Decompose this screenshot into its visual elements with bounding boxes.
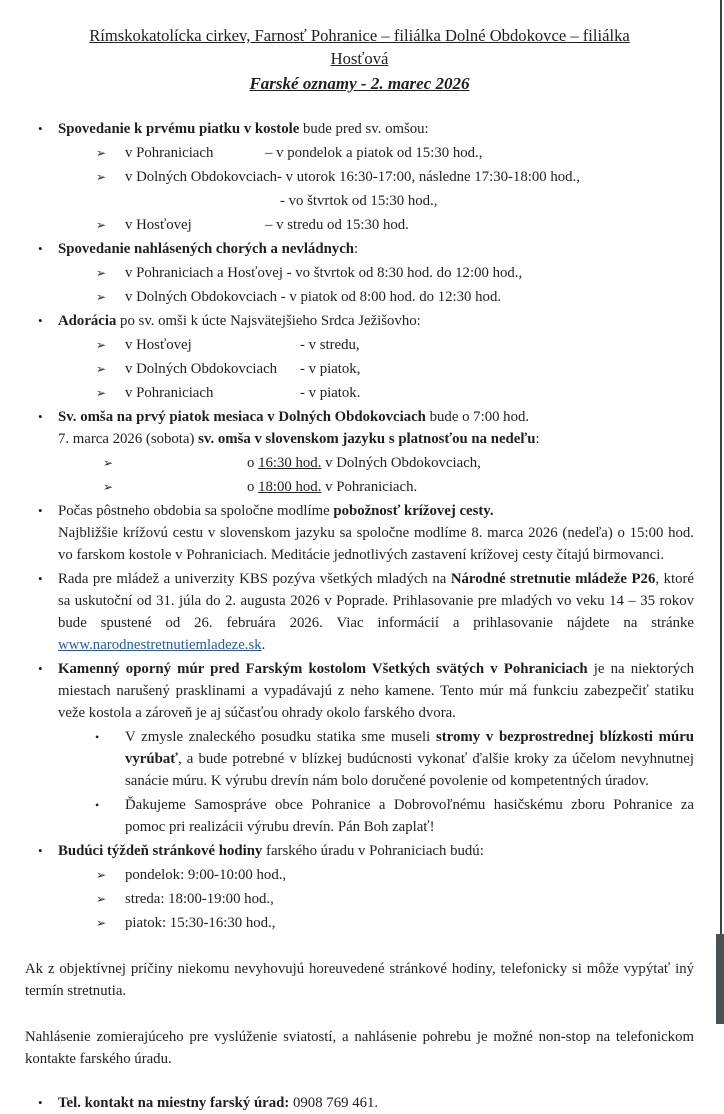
adoration-item-obdokovce (25, 358, 694, 380)
place-suffix: v Pohraniciach. (321, 479, 418, 495)
paragraph-emergency-contact: Nahlásenie zomierajúceho pre vyslúženie sviatostí, a nahlásenie pohrebu je možné non-stop na telefonickom kontakte farského úradu. (25, 1029, 694, 1067)
bullet-icon: • (38, 661, 43, 676)
trees-pre: V zmysle znaleckého posudku statika sme museli (125, 729, 436, 745)
bullet-icon: • (38, 1095, 43, 1110)
confession-heading: Spovedanie k prvému piatku v kostole (58, 121, 300, 137)
time-prefix: o (247, 455, 259, 471)
arrow-icon: ➢ (96, 266, 107, 280)
sick-heading-rest: : (354, 241, 359, 257)
announcement-text (58, 500, 694, 566)
youth-pre: Rada pre mládež a univerzity KBS pozýva všetkých mladých na (58, 571, 451, 587)
wall-sub-item-thanks (25, 794, 694, 838)
office-hours-heading: Budúci týždeň stránkové hodiny (58, 843, 263, 859)
sick-heading: Spovedanie nahlásených chorých a nevládnych (58, 241, 354, 257)
confession-item-continuation (25, 190, 694, 212)
office-hours-monday (25, 864, 694, 886)
slovak-mass-item-1 (25, 452, 694, 474)
announcement-text (58, 310, 694, 332)
announcement-text (58, 658, 694, 724)
youth-body: , ktoré sa uskutoční od 31. júla do 2. augusta 2026 v Poprade. Prihlasovanie pre mladých vo veku 14 – 35 rokov bude spustené od 26. februára 2026. Viac informácií a prihlasovanie nájdete na stránke (58, 571, 694, 631)
announcement-text (58, 118, 694, 140)
first-friday-line-1 (58, 406, 694, 428)
confession-item-hostova (25, 214, 694, 236)
adoration-item-text (125, 334, 694, 356)
office-hours-rest: farského úradu v Pohraniciach budú: (262, 843, 484, 859)
arrow-icon: ➢ (96, 170, 107, 184)
arrow-icon: ➢ (96, 146, 107, 160)
mass-time: 16:30 hod. (258, 455, 322, 471)
confession-item-text (125, 166, 694, 188)
sick-item-1 (25, 262, 694, 284)
arrow-icon: ➢ (96, 290, 107, 304)
wall-sub-text (125, 726, 694, 792)
announcement-text (58, 406, 694, 450)
announcement-first-friday (25, 406, 694, 450)
announcement-youth-meeting (25, 568, 694, 656)
day-detail: - v piatok, (300, 361, 361, 377)
adoration-heading: Adorácia (58, 313, 117, 329)
arrow-icon: ➢ (103, 456, 114, 470)
sick-item-2 (25, 286, 694, 308)
sick-item-text: v Pohraniciach a Hosťovej - vo štvrtok od 8:30 hod. do 12:00 hod., (125, 265, 523, 281)
wall-sub-item-trees (25, 726, 694, 792)
time-prefix: o (247, 479, 259, 495)
youth-website-link[interactable]: www.narodnestretnutiemladeze.sk (58, 637, 262, 653)
arrow-icon: ➢ (96, 218, 107, 232)
confession-item-text (125, 142, 694, 164)
time-detail: – v pondelok a piatok od 15:30 hod., (265, 145, 483, 161)
arrow-icon: ➢ (96, 386, 107, 400)
bullet-icon: • (95, 730, 100, 744)
arrow-icon: ➢ (96, 362, 107, 376)
office-hours-text: pondelok: 9:00-10:00 hod., (125, 867, 287, 883)
bullet-icon: • (38, 409, 43, 424)
slovak-mass-item-text (247, 452, 694, 474)
arrow-icon: ➢ (96, 868, 107, 882)
adoration-item-pohranice (25, 382, 694, 404)
phone-contact-label: Tel. kontakt na miestny farský úrad: (58, 1095, 290, 1111)
office-hours-text: piatok: 15:30-16:30 hod., (125, 915, 276, 931)
bullet-icon: • (38, 313, 43, 328)
sick-item-text: v Dolných Obdokovciach - v piatok od 8:00 hod. do 12:30 hod. (125, 289, 502, 305)
title-line-2: Hosťová (330, 49, 389, 68)
scan-edge-line (720, 0, 722, 1024)
place-label: v Dolných Obdokovciach (125, 361, 278, 377)
announcement-wall (25, 658, 694, 724)
title-line-1: Rímskokatolícka cirkev, Farnosť Pohranice – filiálka Dolné Obdokovce – filiálka (89, 26, 630, 45)
arrow-icon: ➢ (96, 916, 107, 930)
slovak-mass-item-2 (25, 476, 694, 498)
day-detail: - v piatok. (300, 385, 361, 401)
document-subtitle: Farské oznamy - 2. marec 2026 (249, 74, 470, 93)
slovak-mass-item-text (247, 476, 694, 498)
office-hours-text: streda: 18:00-19:00 hod., (125, 891, 274, 907)
first-friday-line-2 (58, 428, 694, 450)
lent-pre: Počas pôstneho obdobia sa spoločne modlíme (58, 503, 334, 519)
place-suffix: v Dolných Obdokovciach, (321, 455, 481, 471)
adoration-heading-rest: po sv. omši k úcte Najsvätejšieho Srdca Ježišovho: (116, 313, 421, 329)
confession-item-obdokovce (25, 166, 694, 188)
place-label: v Hosťovej (125, 337, 192, 353)
phone-number: 0908 769 461. (289, 1095, 379, 1111)
time-detail: - vo štvrtok od 15:30 hod., (280, 193, 438, 209)
document-header (25, 24, 694, 96)
arrow-icon: ➢ (96, 338, 107, 352)
bullet-icon: • (38, 121, 43, 136)
confession-item-pohranice (25, 142, 694, 164)
youth-period: . (261, 637, 266, 653)
announcement-text (58, 840, 694, 862)
phone-contact-text (58, 1092, 694, 1114)
announcement-confession (25, 118, 694, 140)
adoration-item-hostova (25, 334, 694, 356)
announcement-adoration (25, 310, 694, 332)
time-detail: – v stredu od 15:30 hod. (265, 217, 409, 233)
slovak-mass-colon: : (535, 431, 540, 447)
place-label: v Pohraniciach (125, 385, 214, 401)
place-label: v Pohraniciach (125, 145, 214, 161)
youth-heading: Národné stretnutie mládeže P26 (450, 571, 656, 587)
announcement-text (58, 568, 694, 656)
confession-heading-rest: bude pred sv. omšou: (299, 121, 429, 137)
adoration-item-text (125, 382, 694, 404)
lent-heading: pobožnosť krížovej cesty. (333, 503, 494, 519)
lent-body: Najbližšie krížovú cestu v slovenskom jazyku sa spoločne modlíme 8. marca 2026 (nedeľa) o 15:00 hod. vo farskom kostole v Pohraniciach. Meditácie jednotlivých zastavení krížovej cesty čítajú birmovanci. (58, 525, 694, 563)
arrow-icon: ➢ (96, 892, 107, 906)
adoration-item-text (125, 358, 694, 380)
place-label: v Dolných Obdokovciach (125, 169, 278, 185)
confession-item-text (125, 214, 694, 236)
office-hours-friday (25, 912, 694, 934)
bullet-icon: • (38, 503, 43, 518)
paragraph-alternative-appointment: Ak z objektívnej príčiny niekomu nevyhovujú horeuvedené stránkové hodiny, telefonicky si môže vypýtať iný termín stretnutia. (25, 961, 694, 999)
announcement-sick-confession (25, 238, 694, 260)
announcement-office-hours (25, 840, 694, 862)
mass-time: 18:00 hod. (258, 479, 322, 495)
bullet-icon: • (38, 843, 43, 858)
announcement-phone-contact (25, 1092, 694, 1114)
wall-sub-text: Ďakujeme Samospráve obce Pohranice a Dobrovoľnému hasičskému zboru Pohranice za pomoc pri realizácii výrubu drevín. Pán Boh zaplať! (125, 797, 694, 835)
day-detail: - v stredu, (300, 337, 360, 353)
office-hours-wednesday (25, 888, 694, 910)
lent-line-1 (58, 500, 694, 522)
arrow-icon: ➢ (103, 480, 114, 494)
wall-heading: Kamenný oporný múr pred Farským kostolom Všetkých svätých v Pohraniciach (58, 661, 588, 677)
bullet-icon: • (95, 798, 100, 812)
first-friday-rest: bude o 7:00 hod. (425, 409, 530, 425)
first-friday-heading: Sv. omša na prvý piatok mesiaca v Dolných Obdokovciach (58, 409, 426, 425)
scan-edge-corner (716, 934, 724, 1024)
date-label: 7. marca 2026 (sobota) (58, 431, 199, 447)
bullet-icon: • (38, 241, 43, 256)
place-label: v Hosťovej (125, 217, 192, 233)
slovak-mass-heading: sv. omša v slovenskom jazyku s platnosťou na nedeľu (198, 431, 536, 447)
announcement-text (58, 238, 694, 260)
trees-body: , a bude potrebné v blízkej budúcnosti vykonať ďalšie kroky za účelom nevyhnutnej sanácie múru. K výrubu drevín nám bolo doručené povolenie od kompetentných úradov. (125, 751, 694, 789)
announcement-lent (25, 500, 694, 566)
bullet-icon: • (38, 571, 43, 586)
trees-heading: stromy v bezprostrednej blízkosti múru vyrúbať (125, 729, 694, 767)
wall-body: je na niektorých miestach narušený prasklinami a vypadávajú z neho kamene. Tento múr má funkciu zabezpečiť statiku veže kostola a zároveň je aj súčasťou ohrady okolo farského dvora. (58, 661, 694, 721)
time-detail: - v utorok 16:30-17:00, následne 17:30-18:00 hod., (277, 169, 580, 185)
